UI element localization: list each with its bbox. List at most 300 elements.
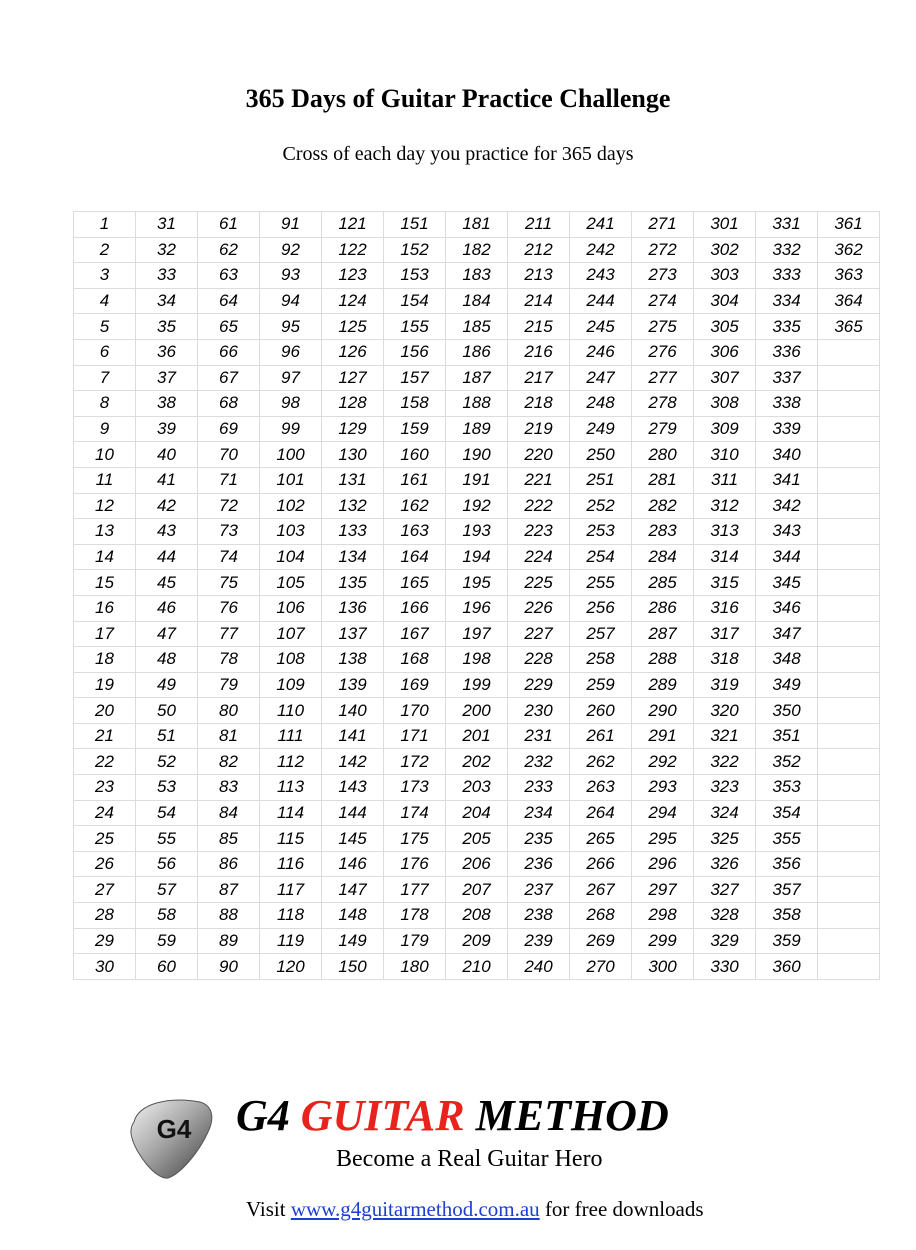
- day-cell[interactable]: 256: [570, 595, 632, 621]
- day-cell[interactable]: 350: [756, 698, 818, 724]
- day-cell[interactable]: 267: [570, 877, 632, 903]
- day-cell[interactable]: 293: [632, 775, 694, 801]
- day-cell[interactable]: 108: [260, 647, 322, 673]
- day-cell[interactable]: 149: [322, 928, 384, 954]
- day-cell[interactable]: 3: [74, 263, 136, 289]
- day-cell[interactable]: 212: [508, 237, 570, 263]
- day-cell[interactable]: 10: [74, 442, 136, 468]
- day-cell[interactable]: 122: [322, 237, 384, 263]
- day-cell[interactable]: 81: [198, 723, 260, 749]
- day-cell[interactable]: 83: [198, 775, 260, 801]
- day-cell[interactable]: 37: [136, 365, 198, 391]
- day-cell[interactable]: 59: [136, 928, 198, 954]
- day-cell[interactable]: 344: [756, 544, 818, 570]
- day-cell[interactable]: 221: [508, 467, 570, 493]
- day-cell[interactable]: 89: [198, 928, 260, 954]
- day-cell[interactable]: 159: [384, 416, 446, 442]
- day-cell[interactable]: 124: [322, 288, 384, 314]
- day-cell[interactable]: 287: [632, 621, 694, 647]
- day-cell[interactable]: 227: [508, 621, 570, 647]
- day-cell[interactable]: 285: [632, 570, 694, 596]
- day-cell[interactable]: 174: [384, 800, 446, 826]
- day-cell[interactable]: 226: [508, 595, 570, 621]
- day-cell[interactable]: 25: [74, 826, 136, 852]
- day-cell[interactable]: 106: [260, 595, 322, 621]
- day-cell[interactable]: 263: [570, 775, 632, 801]
- day-cell[interactable]: 139: [322, 672, 384, 698]
- day-cell[interactable]: 71: [198, 467, 260, 493]
- day-cell[interactable]: 297: [632, 877, 694, 903]
- day-cell[interactable]: 228: [508, 647, 570, 673]
- day-cell[interactable]: 46: [136, 595, 198, 621]
- day-cell[interactable]: 102: [260, 493, 322, 519]
- day-cell[interactable]: 113: [260, 775, 322, 801]
- day-cell[interactable]: 304: [694, 288, 756, 314]
- day-cell[interactable]: 88: [198, 903, 260, 929]
- day-cell[interactable]: 210: [446, 954, 508, 980]
- day-cell[interactable]: 245: [570, 314, 632, 340]
- day-cell[interactable]: 58: [136, 903, 198, 929]
- day-cell[interactable]: 238: [508, 903, 570, 929]
- day-cell[interactable]: 208: [446, 903, 508, 929]
- day-cell[interactable]: 55: [136, 826, 198, 852]
- day-cell[interactable]: 197: [446, 621, 508, 647]
- day-cell[interactable]: 199: [446, 672, 508, 698]
- website-link[interactable]: www.g4guitarmethod.com.au: [290, 1197, 540, 1221]
- day-cell[interactable]: 354: [756, 800, 818, 826]
- day-cell[interactable]: 47: [136, 621, 198, 647]
- day-cell[interactable]: 170: [384, 698, 446, 724]
- day-cell[interactable]: 128: [322, 391, 384, 417]
- day-cell[interactable]: 107: [260, 621, 322, 647]
- day-cell[interactable]: 151: [384, 212, 446, 238]
- day-cell[interactable]: 215: [508, 314, 570, 340]
- day-cell[interactable]: 2: [74, 237, 136, 263]
- day-cell[interactable]: 96: [260, 339, 322, 365]
- day-cell[interactable]: 326: [694, 851, 756, 877]
- day-cell[interactable]: 116: [260, 851, 322, 877]
- day-cell[interactable]: 311: [694, 467, 756, 493]
- day-cell[interactable]: 136: [322, 595, 384, 621]
- day-cell[interactable]: 134: [322, 544, 384, 570]
- day-cell[interactable]: 365: [818, 314, 880, 340]
- day-cell[interactable]: 80: [198, 698, 260, 724]
- day-cell[interactable]: 217: [508, 365, 570, 391]
- day-cell[interactable]: 266: [570, 851, 632, 877]
- day-cell[interactable]: 91: [260, 212, 322, 238]
- day-cell[interactable]: 320: [694, 698, 756, 724]
- day-cell[interactable]: 143: [322, 775, 384, 801]
- day-cell[interactable]: 204: [446, 800, 508, 826]
- day-cell[interactable]: 79: [198, 672, 260, 698]
- day-cell[interactable]: 279: [632, 416, 694, 442]
- day-cell[interactable]: 276: [632, 339, 694, 365]
- day-cell[interactable]: 36: [136, 339, 198, 365]
- day-cell[interactable]: 62: [198, 237, 260, 263]
- day-cell[interactable]: 181: [446, 212, 508, 238]
- day-cell[interactable]: 7: [74, 365, 136, 391]
- day-cell[interactable]: 335: [756, 314, 818, 340]
- day-cell[interactable]: 69: [198, 416, 260, 442]
- day-cell[interactable]: 178: [384, 903, 446, 929]
- day-cell[interactable]: 269: [570, 928, 632, 954]
- day-cell[interactable]: 321: [694, 723, 756, 749]
- day-cell[interactable]: 308: [694, 391, 756, 417]
- day-cell[interactable]: 43: [136, 519, 198, 545]
- day-cell[interactable]: 223: [508, 519, 570, 545]
- day-cell[interactable]: 305: [694, 314, 756, 340]
- day-cell[interactable]: 84: [198, 800, 260, 826]
- day-cell[interactable]: 248: [570, 391, 632, 417]
- day-cell[interactable]: 17: [74, 621, 136, 647]
- day-cell[interactable]: 363: [818, 263, 880, 289]
- day-cell[interactable]: 316: [694, 595, 756, 621]
- day-cell[interactable]: 184: [446, 288, 508, 314]
- day-cell[interactable]: 300: [632, 954, 694, 980]
- day-cell[interactable]: 349: [756, 672, 818, 698]
- day-cell[interactable]: 44: [136, 544, 198, 570]
- day-cell[interactable]: 167: [384, 621, 446, 647]
- day-cell[interactable]: 253: [570, 519, 632, 545]
- day-cell[interactable]: 28: [74, 903, 136, 929]
- day-cell[interactable]: 201: [446, 723, 508, 749]
- day-cell[interactable]: 29: [74, 928, 136, 954]
- day-cell[interactable]: 364: [818, 288, 880, 314]
- day-cell[interactable]: 186: [446, 339, 508, 365]
- day-cell[interactable]: 286: [632, 595, 694, 621]
- day-cell[interactable]: 22: [74, 749, 136, 775]
- day-cell[interactable]: 191: [446, 467, 508, 493]
- day-cell[interactable]: 336: [756, 339, 818, 365]
- day-cell[interactable]: 56: [136, 851, 198, 877]
- day-cell[interactable]: 35: [136, 314, 198, 340]
- day-cell[interactable]: 270: [570, 954, 632, 980]
- day-cell[interactable]: 150: [322, 954, 384, 980]
- day-cell[interactable]: 333: [756, 263, 818, 289]
- day-cell[interactable]: 195: [446, 570, 508, 596]
- day-cell[interactable]: 250: [570, 442, 632, 468]
- day-cell[interactable]: 100: [260, 442, 322, 468]
- day-cell[interactable]: 32: [136, 237, 198, 263]
- day-cell[interactable]: 236: [508, 851, 570, 877]
- day-cell[interactable]: 112: [260, 749, 322, 775]
- day-cell[interactable]: 224: [508, 544, 570, 570]
- day-cell[interactable]: 319: [694, 672, 756, 698]
- day-cell[interactable]: 61: [198, 212, 260, 238]
- day-cell[interactable]: 8: [74, 391, 136, 417]
- day-cell[interactable]: 144: [322, 800, 384, 826]
- day-cell[interactable]: 50: [136, 698, 198, 724]
- day-cell[interactable]: 20: [74, 698, 136, 724]
- day-cell[interactable]: 157: [384, 365, 446, 391]
- day-cell[interactable]: 188: [446, 391, 508, 417]
- day-cell[interactable]: 294: [632, 800, 694, 826]
- day-cell[interactable]: 82: [198, 749, 260, 775]
- day-cell[interactable]: 351: [756, 723, 818, 749]
- day-cell[interactable]: 189: [446, 416, 508, 442]
- day-cell[interactable]: 356: [756, 851, 818, 877]
- day-cell[interactable]: 324: [694, 800, 756, 826]
- day-cell[interactable]: 281: [632, 467, 694, 493]
- day-cell[interactable]: 16: [74, 595, 136, 621]
- day-cell[interactable]: 141: [322, 723, 384, 749]
- day-cell[interactable]: 202: [446, 749, 508, 775]
- day-cell[interactable]: 242: [570, 237, 632, 263]
- day-cell[interactable]: 131: [322, 467, 384, 493]
- day-cell[interactable]: 161: [384, 467, 446, 493]
- day-cell[interactable]: 247: [570, 365, 632, 391]
- day-cell[interactable]: 312: [694, 493, 756, 519]
- day-cell[interactable]: 328: [694, 903, 756, 929]
- day-cell[interactable]: 163: [384, 519, 446, 545]
- day-cell[interactable]: 244: [570, 288, 632, 314]
- day-cell[interactable]: 185: [446, 314, 508, 340]
- day-cell[interactable]: 177: [384, 877, 446, 903]
- day-cell[interactable]: 135: [322, 570, 384, 596]
- day-cell[interactable]: 359: [756, 928, 818, 954]
- day-cell[interactable]: 54: [136, 800, 198, 826]
- day-cell[interactable]: 6: [74, 339, 136, 365]
- day-cell[interactable]: 118: [260, 903, 322, 929]
- day-cell[interactable]: 33: [136, 263, 198, 289]
- day-cell[interactable]: 340: [756, 442, 818, 468]
- day-cell[interactable]: 119: [260, 928, 322, 954]
- day-cell[interactable]: 38: [136, 391, 198, 417]
- day-cell[interactable]: 278: [632, 391, 694, 417]
- day-cell[interactable]: 63: [198, 263, 260, 289]
- day-cell[interactable]: 41: [136, 467, 198, 493]
- day-cell[interactable]: 318: [694, 647, 756, 673]
- day-cell[interactable]: 160: [384, 442, 446, 468]
- day-cell[interactable]: 18: [74, 647, 136, 673]
- day-cell[interactable]: 355: [756, 826, 818, 852]
- day-cell[interactable]: 77: [198, 621, 260, 647]
- day-cell[interactable]: 295: [632, 826, 694, 852]
- day-cell[interactable]: 98: [260, 391, 322, 417]
- day-cell[interactable]: 342: [756, 493, 818, 519]
- day-cell[interactable]: 60: [136, 954, 198, 980]
- day-cell[interactable]: 220: [508, 442, 570, 468]
- day-cell[interactable]: 196: [446, 595, 508, 621]
- day-cell[interactable]: 347: [756, 621, 818, 647]
- day-cell[interactable]: 179: [384, 928, 446, 954]
- day-cell[interactable]: 126: [322, 339, 384, 365]
- day-cell[interactable]: 67: [198, 365, 260, 391]
- day-cell[interactable]: 264: [570, 800, 632, 826]
- day-cell[interactable]: 317: [694, 621, 756, 647]
- day-cell[interactable]: 218: [508, 391, 570, 417]
- day-cell[interactable]: 205: [446, 826, 508, 852]
- day-cell[interactable]: 230: [508, 698, 570, 724]
- day-cell[interactable]: 301: [694, 212, 756, 238]
- day-cell[interactable]: 194: [446, 544, 508, 570]
- day-cell[interactable]: 164: [384, 544, 446, 570]
- day-cell[interactable]: 345: [756, 570, 818, 596]
- day-cell[interactable]: 292: [632, 749, 694, 775]
- day-cell[interactable]: 26: [74, 851, 136, 877]
- day-cell[interactable]: 103: [260, 519, 322, 545]
- day-cell[interactable]: 171: [384, 723, 446, 749]
- day-cell[interactable]: 97: [260, 365, 322, 391]
- day-cell[interactable]: 53: [136, 775, 198, 801]
- day-cell[interactable]: 314: [694, 544, 756, 570]
- day-cell[interactable]: 75: [198, 570, 260, 596]
- day-cell[interactable]: 183: [446, 263, 508, 289]
- day-cell[interactable]: 154: [384, 288, 446, 314]
- day-cell[interactable]: 193: [446, 519, 508, 545]
- day-cell[interactable]: 121: [322, 212, 384, 238]
- day-cell[interactable]: 252: [570, 493, 632, 519]
- day-cell[interactable]: 231: [508, 723, 570, 749]
- day-cell[interactable]: 334: [756, 288, 818, 314]
- day-cell[interactable]: 273: [632, 263, 694, 289]
- day-cell[interactable]: 280: [632, 442, 694, 468]
- day-cell[interactable]: 165: [384, 570, 446, 596]
- day-cell[interactable]: 15: [74, 570, 136, 596]
- day-cell[interactable]: 129: [322, 416, 384, 442]
- day-cell[interactable]: 52: [136, 749, 198, 775]
- day-cell[interactable]: 12: [74, 493, 136, 519]
- day-cell[interactable]: 76: [198, 595, 260, 621]
- day-cell[interactable]: 70: [198, 442, 260, 468]
- day-cell[interactable]: 104: [260, 544, 322, 570]
- day-cell[interactable]: 332: [756, 237, 818, 263]
- day-cell[interactable]: 42: [136, 493, 198, 519]
- day-cell[interactable]: 298: [632, 903, 694, 929]
- day-cell[interactable]: 284: [632, 544, 694, 570]
- day-cell[interactable]: 315: [694, 570, 756, 596]
- day-cell[interactable]: 288: [632, 647, 694, 673]
- day-cell[interactable]: 72: [198, 493, 260, 519]
- day-cell[interactable]: 352: [756, 749, 818, 775]
- day-cell[interactable]: 234: [508, 800, 570, 826]
- day-cell[interactable]: 268: [570, 903, 632, 929]
- day-cell[interactable]: 265: [570, 826, 632, 852]
- day-cell[interactable]: 64: [198, 288, 260, 314]
- day-cell[interactable]: 331: [756, 212, 818, 238]
- day-cell[interactable]: 343: [756, 519, 818, 545]
- day-cell[interactable]: 299: [632, 928, 694, 954]
- day-cell[interactable]: 362: [818, 237, 880, 263]
- day-cell[interactable]: 99: [260, 416, 322, 442]
- day-cell[interactable]: 90: [198, 954, 260, 980]
- day-cell[interactable]: 310: [694, 442, 756, 468]
- day-cell[interactable]: 235: [508, 826, 570, 852]
- day-cell[interactable]: 187: [446, 365, 508, 391]
- day-cell[interactable]: 262: [570, 749, 632, 775]
- day-cell[interactable]: 203: [446, 775, 508, 801]
- day-cell[interactable]: 361: [818, 212, 880, 238]
- day-cell[interactable]: 173: [384, 775, 446, 801]
- day-cell[interactable]: 110: [260, 698, 322, 724]
- day-cell[interactable]: 169: [384, 672, 446, 698]
- day-cell[interactable]: 337: [756, 365, 818, 391]
- day-cell[interactable]: 229: [508, 672, 570, 698]
- day-cell[interactable]: 49: [136, 672, 198, 698]
- day-cell[interactable]: 255: [570, 570, 632, 596]
- day-cell[interactable]: 14: [74, 544, 136, 570]
- day-cell[interactable]: 313: [694, 519, 756, 545]
- day-cell[interactable]: 93: [260, 263, 322, 289]
- day-cell[interactable]: 190: [446, 442, 508, 468]
- day-cell[interactable]: 198: [446, 647, 508, 673]
- day-cell[interactable]: 127: [322, 365, 384, 391]
- day-cell[interactable]: 130: [322, 442, 384, 468]
- day-cell[interactable]: 346: [756, 595, 818, 621]
- day-cell[interactable]: 327: [694, 877, 756, 903]
- day-cell[interactable]: 325: [694, 826, 756, 852]
- day-cell[interactable]: 142: [322, 749, 384, 775]
- day-cell[interactable]: 148: [322, 903, 384, 929]
- day-cell[interactable]: 289: [632, 672, 694, 698]
- day-cell[interactable]: 175: [384, 826, 446, 852]
- day-cell[interactable]: 225: [508, 570, 570, 596]
- day-cell[interactable]: 241: [570, 212, 632, 238]
- day-cell[interactable]: 357: [756, 877, 818, 903]
- day-cell[interactable]: 155: [384, 314, 446, 340]
- day-cell[interactable]: 207: [446, 877, 508, 903]
- day-cell[interactable]: 291: [632, 723, 694, 749]
- day-cell[interactable]: 73: [198, 519, 260, 545]
- day-cell[interactable]: 40: [136, 442, 198, 468]
- day-cell[interactable]: 358: [756, 903, 818, 929]
- day-cell[interactable]: 125: [322, 314, 384, 340]
- day-cell[interactable]: 94: [260, 288, 322, 314]
- day-cell[interactable]: 31: [136, 212, 198, 238]
- day-cell[interactable]: 180: [384, 954, 446, 980]
- day-cell[interactable]: 251: [570, 467, 632, 493]
- day-cell[interactable]: 211: [508, 212, 570, 238]
- day-cell[interactable]: 13: [74, 519, 136, 545]
- day-cell[interactable]: 66: [198, 339, 260, 365]
- day-cell[interactable]: 145: [322, 826, 384, 852]
- day-cell[interactable]: 156: [384, 339, 446, 365]
- day-cell[interactable]: 259: [570, 672, 632, 698]
- day-cell[interactable]: 166: [384, 595, 446, 621]
- day-cell[interactable]: 95: [260, 314, 322, 340]
- day-cell[interactable]: 176: [384, 851, 446, 877]
- day-cell[interactable]: 111: [260, 723, 322, 749]
- day-cell[interactable]: 296: [632, 851, 694, 877]
- day-cell[interactable]: 222: [508, 493, 570, 519]
- day-cell[interactable]: 192: [446, 493, 508, 519]
- day-cell[interactable]: 274: [632, 288, 694, 314]
- day-cell[interactable]: 21: [74, 723, 136, 749]
- day-cell[interactable]: 306: [694, 339, 756, 365]
- day-cell[interactable]: 85: [198, 826, 260, 852]
- day-cell[interactable]: 162: [384, 493, 446, 519]
- day-cell[interactable]: 339: [756, 416, 818, 442]
- day-cell[interactable]: 120: [260, 954, 322, 980]
- day-cell[interactable]: 233: [508, 775, 570, 801]
- day-cell[interactable]: 206: [446, 851, 508, 877]
- day-cell[interactable]: 246: [570, 339, 632, 365]
- day-cell[interactable]: 182: [446, 237, 508, 263]
- day-cell[interactable]: 283: [632, 519, 694, 545]
- day-cell[interactable]: 232: [508, 749, 570, 775]
- day-cell[interactable]: 341: [756, 467, 818, 493]
- day-cell[interactable]: 19: [74, 672, 136, 698]
- day-cell[interactable]: 249: [570, 416, 632, 442]
- day-cell[interactable]: 115: [260, 826, 322, 852]
- day-cell[interactable]: 4: [74, 288, 136, 314]
- day-cell[interactable]: 257: [570, 621, 632, 647]
- day-cell[interactable]: 153: [384, 263, 446, 289]
- day-cell[interactable]: 51: [136, 723, 198, 749]
- day-cell[interactable]: 34: [136, 288, 198, 314]
- day-cell[interactable]: 24: [74, 800, 136, 826]
- day-cell[interactable]: 168: [384, 647, 446, 673]
